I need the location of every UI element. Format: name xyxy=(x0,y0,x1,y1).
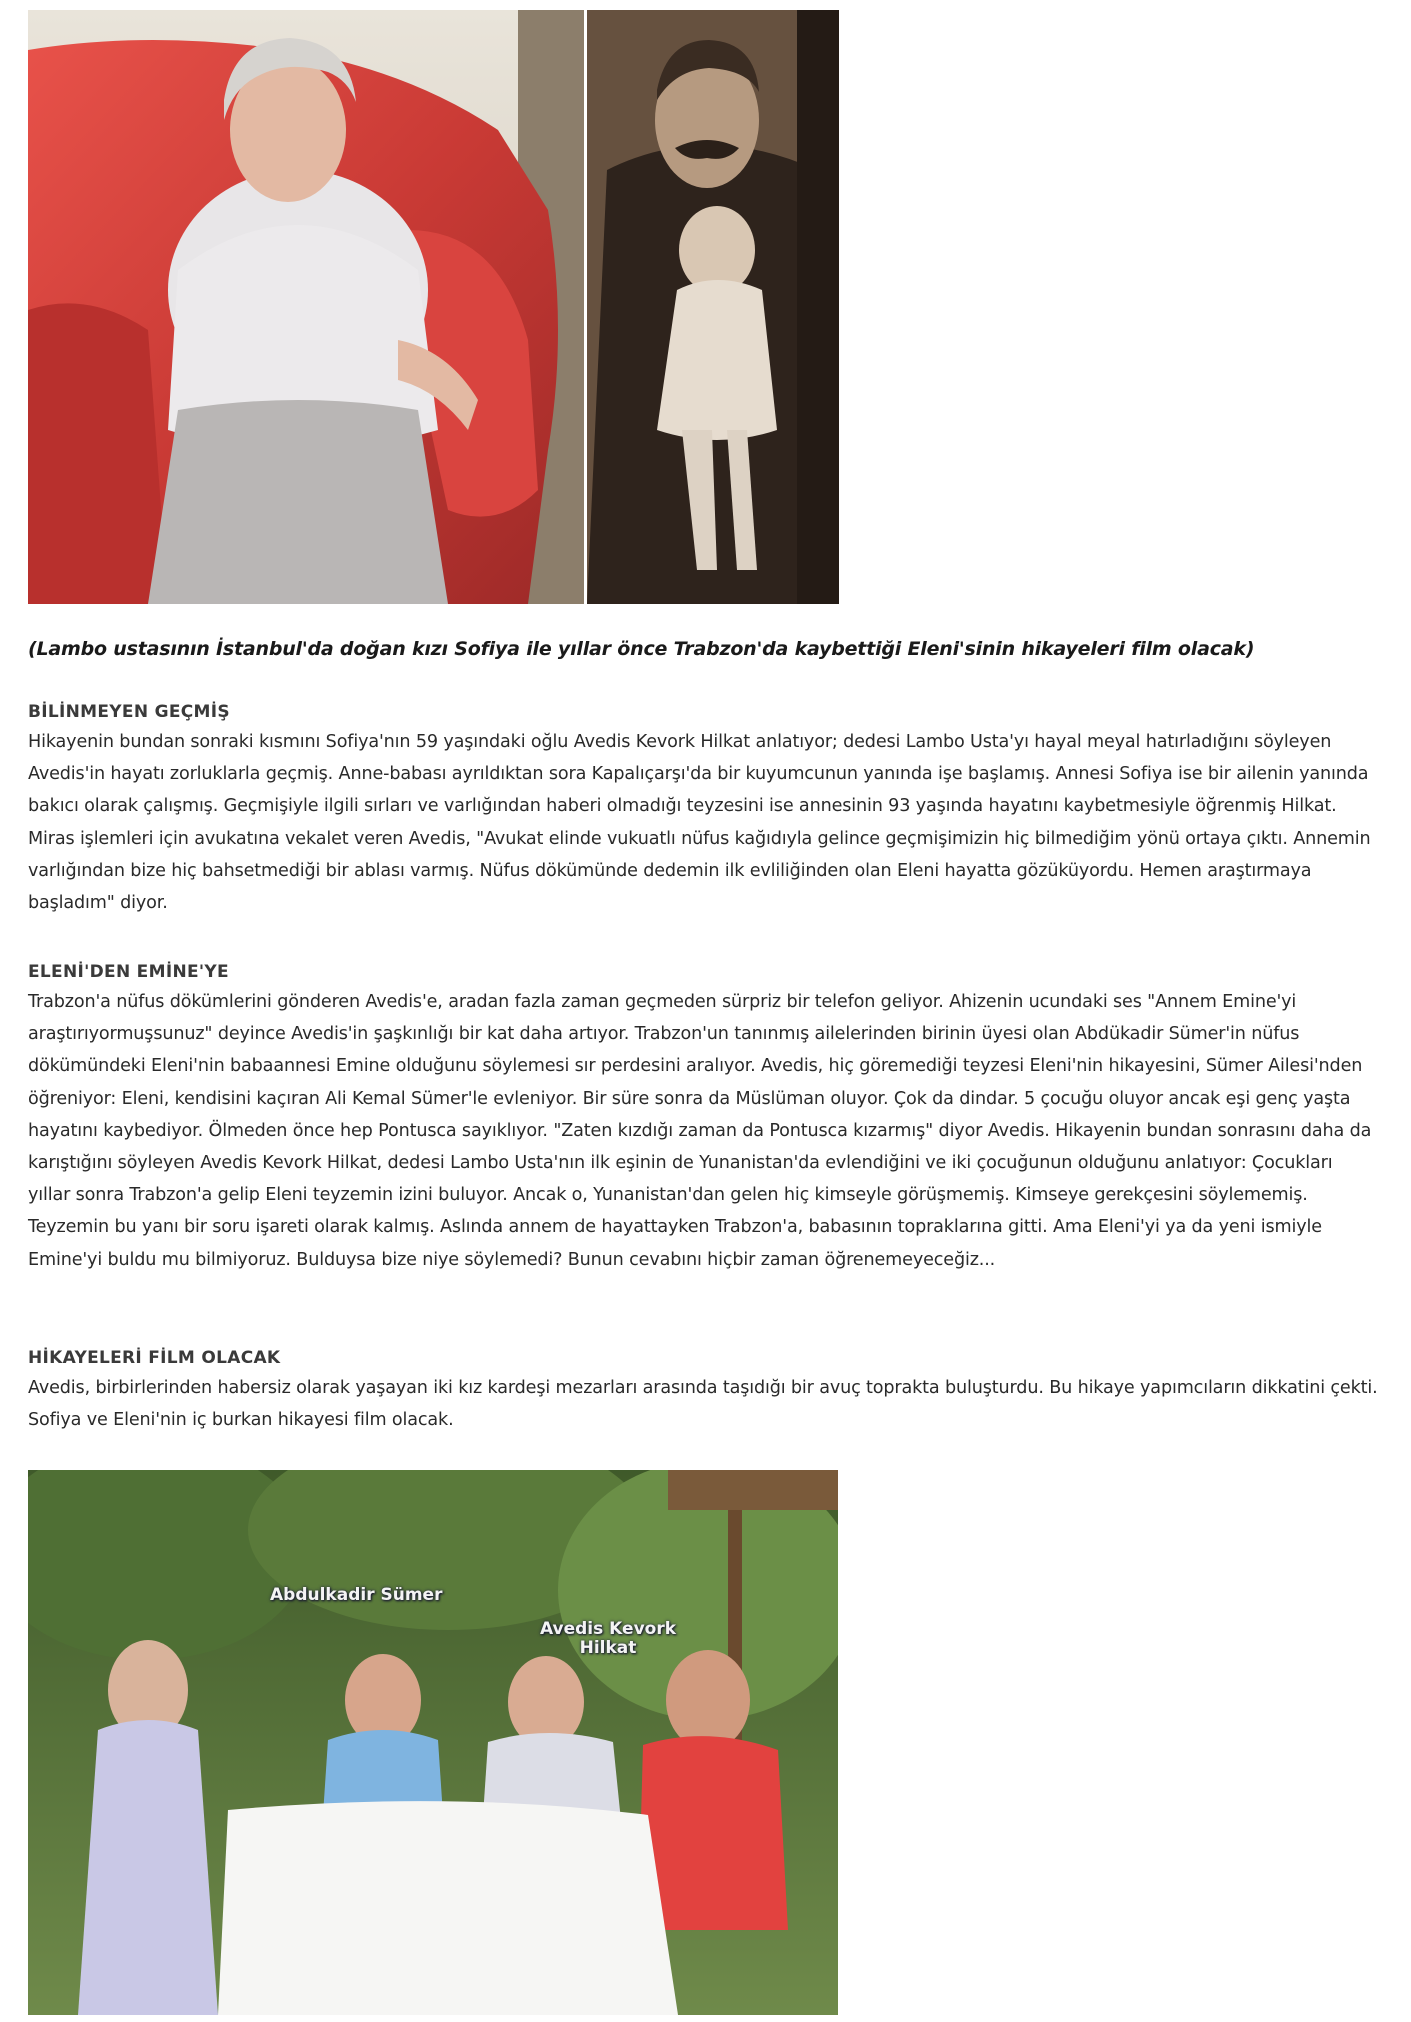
section-heading: HİKAYELERİ FİLM OLACAK xyxy=(28,1348,281,1368)
section-body: Trabzon'a nüfus dökümlerini gönderen Avedis'e, aradan fazla zaman geçmeden sürpriz bir telefon geliyor. Ahizenin ucundaki ses "Annem Emine'yi araştırıyormuşsunuz" deyince Avedis'in şaşkınlığı bir kat daha artıyor. Trabzon'un tanınmış ailelerinden birinin üyesi olan Abdükadir Sümer'in nüfus dökümündeki Eleni'nin babaannesi Emine olduğunu söylemesi sır perdesini aralıyor. Avedis, hiç göremediği teyzesi Eleni'nin hikayesini, Sümer Ailesi'nden öğreniyor: Eleni, kendisini kaçıran Ali Kemal Sümer'le evleniyor. Bir süre sonra da Müslüman oluyor. Çok da dindar. 5 çocuğu oluyor ancak eşi genç yaşta hayatını kaybediyor. Ölmeden önce hep Pontusca sayıklıyor. "Zaten kızdığı zaman da Pontusca kızarmış" diyor Avedis. Hikayenin bundan sonrasını daha da karıştığını söyleyen Avedis Kevork Hilkat, dedesi Lambo Usta'nın ilk eşinin de Yunanistan'da evlendiğini ve iki çocuğunun olduğunu anlatıyor: Çocukları yıllar sonra Trabzon'a gelip Eleni teyzemin izini buluyor. Ancak o, Yunanistan'dan gelen hiç kimseyle görüşmemiş. Kimseye gerekçesini söylememiş. Teyzemin bu yanı bir soru işareti olarak kalmış. Aslında annem de hayattayken Trabzon'a, babasının topraklarına gitti. Ama Eleni'yi ya da yeni ismiyle Emine'yi buldu mu bilmiyoruz. Bulduysa bize niye söylemedi? Bunun cevabını hiçbir zaman öğrenemeyeceğiz... xyxy=(28,992,1372,1270)
section-body: Avedis, birbirlerinden habersiz olarak yaşayan iki kız kardeşi mezarları arasında taşıdığı bir avuç toprakta buluşturdu. Bu hikaye yapımcıların dikkatini çekti. Sofiya ve Eleni'nin iç burkan hikayesi film olacak. xyxy=(28,1378,1378,1431)
section-heading: ELENİ'DEN EMİNE'YE xyxy=(28,962,229,982)
section-eleni-to-emine xyxy=(28,962,1378,1276)
section-heading: BİLİNMEYEN GEÇMİŞ xyxy=(28,702,230,722)
section-body: Hikayenin bundan sonraki kısmını Sofiya'nın 59 yaşındaki oğlu Avedis Kevork Hilkat anlatıyor; dedesi Lambo Usta'yı hayal meyal hatırladığını söyleyen Avedis'in hayatı zorluklarla geçmiş. Anne-babası ayrıldıktan sora Kapalıçarşı'da bir kuyumcunun yanında işe başlamış. Annesi Sofiya ise bir ailenin yanında bakıcı olarak çalışmış. Geçmişiyle ilgili sırları ve varlığından haberi olmadığı teyzesini ise annesinin 93 yaşında hayatını kaybetmesiyle öğrenmiş Hilkat. Miras işlemleri için avukatına vekalet veren Avedis, "Avukat elinde vukuatlı nüfus kağıdıyla gelince geçmişimizin hiç bilmediğim yönü ortaya çıktı. Annemin varlığından bize hiç bahsetmediği bir ablası varmış. Nüfus dökümünde dedemin ilk evliliğinden olan Eleni hayatta gözüküyordu. Hemen araştırmaya başladım" diyor. xyxy=(28,732,1371,914)
photo-label-avedis: Avedis Kevork Hilkat xyxy=(539,1619,677,1658)
section-unknown-past xyxy=(28,702,1378,919)
photo-label-abdulkadir: Abdulkadir Sümer xyxy=(270,1585,443,1605)
photo-group-at-table xyxy=(28,1470,838,2015)
photo-woman-on-sofa xyxy=(28,10,584,604)
section-stories-become-film xyxy=(28,1348,1378,1436)
photo-vintage-man-with-child xyxy=(587,10,839,604)
photo-caption: (Lambo ustasının İstanbul'da doğan kızı Sofiya ile yıllar önce Trabzon'da kaybettiği Eleni'sinin hikayeleri film olacak) xyxy=(28,638,1255,660)
